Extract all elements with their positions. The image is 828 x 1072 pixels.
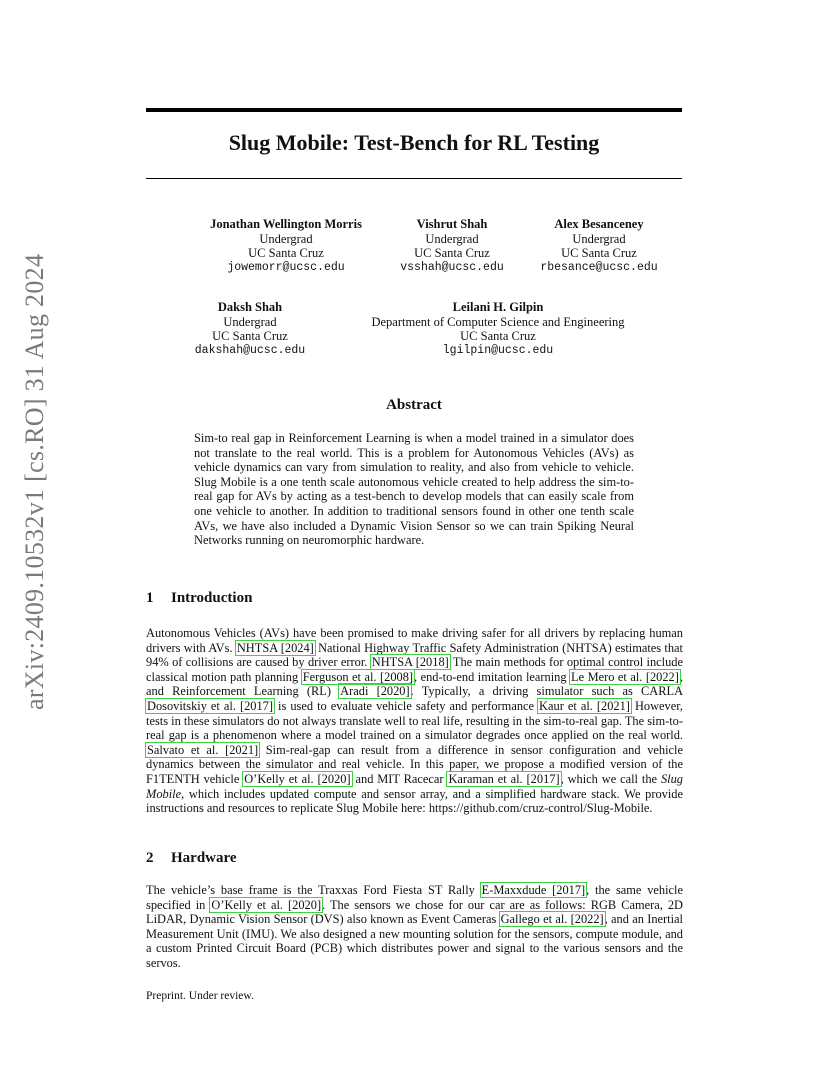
author-block: [350, 300, 646, 358]
author-name: Jonathan Wellington Morris: [210, 217, 362, 231]
author-block: [184, 300, 316, 358]
text-run: , which we call the: [560, 771, 661, 786]
author-email[interactable]: rbesance@ucsc.edu: [540, 260, 658, 274]
citation-link[interactable]: NHTSA [2018]: [371, 655, 449, 670]
citation-link[interactable]: Kaur et al. [2021]: [539, 698, 630, 713]
author-email[interactable]: jowemorr@ucsc.edu: [227, 260, 345, 274]
text-run: , which includes updated compute and sensor array, and a simplified hardware stack. We provide instructions and resources to replicate Slug Mobile here: https://github.com/cruz-control/Slug-Mobile.: [146, 786, 683, 816]
citation-link[interactable]: Karaman et al. [2017]: [448, 771, 560, 786]
text-run: , and an Inertial Measurement Unit (IMU). We also designed a new mounting solution for the sensors, compute module, and a custom Printed Circuit Board (PCB) which distributes power and signal to the various sensors and the servos.: [146, 912, 683, 970]
author-name: Vishrut Shah: [416, 217, 488, 231]
author-role: Department of Computer Science and Engineering: [371, 314, 625, 329]
text-run: , the same vehicle specified in: [146, 883, 683, 912]
citation-link[interactable]: O’Kelly et al. [2020]: [244, 771, 351, 786]
author-role: Undergrad: [223, 314, 277, 329]
section-number: 2: [146, 850, 154, 866]
text-run: , end-to-end imitation learning: [414, 669, 571, 684]
author-email[interactable]: lgilpin@ucsc.edu: [442, 343, 554, 357]
title-rule-top: [146, 108, 682, 112]
author-email[interactable]: dakshah@ucsc.edu: [194, 343, 306, 357]
title-rule-bottom: [146, 178, 682, 179]
author-affiliation: UC Santa Cruz: [460, 329, 536, 344]
text-run: National Highway Traffic Safety Administration (NHTSA) estimates that 94% of collisions are caused by driver error.: [146, 640, 683, 670]
citation-link[interactable]: Gallego et al. [2022]: [500, 912, 604, 927]
author-affiliation: UC Santa Cruz: [212, 329, 288, 344]
text-run: Autonomous Vehicles (AVs) have been promised to make driving safer for all drivers by replacing human drivers with AVs.: [146, 626, 683, 655]
introduction-paragraph: [146, 626, 683, 816]
text-run: and MIT Racecar: [351, 771, 448, 786]
author-name: Daksh Shah: [217, 300, 283, 314]
author-name: Alex Besanceney: [554, 217, 644, 231]
citation-link[interactable]: Salvato et al. [2021]: [147, 742, 259, 757]
author-affiliation: UC Santa Cruz: [248, 246, 324, 261]
citation-link[interactable]: O’Kelly et al. [2020]: [211, 897, 322, 912]
author-role: Undergrad: [259, 231, 313, 246]
abstract-heading: Abstract: [386, 397, 442, 413]
paper-title: Slug Mobile: Test-Bench for RL Testing: [228, 130, 600, 155]
citation-link[interactable]: Dosovitskiy et al. [2017]: [147, 698, 274, 713]
citation-link[interactable]: Ferguson et al. [2008]: [302, 669, 414, 684]
text-run: However, tests in these simulators do not always translate well to real life, resulting in the sim-to-real gap. The sim-to-real gap is a phenomenon where a model trained on a simulator degrades once applied on the real world.: [146, 698, 683, 743]
abstract-text: Sim-to real gap in Reinforcement Learning is when a model trained in a simulator does not translate to the real world. This is a problem for Autonomous Vehicles (AVs) as vehicle dynamics can vary from simulation to reality, and also from vehicle to vehicle. Slug Mobile is a one tenth scale autonomous vehicle created to help address the sim-to-real gap for AVs by acting as a test-bench to develop models that can easily scale from one vehicle to another. In addition to traditional sensors found in other one tenth scale AVs, we have also included a Dynamic Vision Sensor so we can train Spiking Neural Networks running on neuromorphic hardware.: [194, 431, 634, 548]
author-affiliation: UC Santa Cruz: [561, 246, 637, 261]
author-block: [196, 217, 376, 275]
citation-link[interactable]: E-Maxxdude [2017]: [481, 883, 586, 897]
author-block: [387, 217, 517, 275]
author-role: Undergrad: [572, 231, 626, 246]
author-block: [530, 217, 668, 275]
arxiv-identifier: arXiv:2409.10532v1 [cs.RO] 31 Aug 2024: [20, 253, 49, 710]
author-email[interactable]: vsshah@ucsc.edu: [400, 260, 504, 274]
section-number: 1: [146, 590, 154, 606]
text-run: The vehicle’s base frame is the Traxxas Ford Fiesta ST Rally: [146, 883, 481, 897]
citation-link[interactable]: NHTSA [2024]: [236, 640, 314, 655]
author-name: Leilani H. Gilpin: [452, 300, 544, 314]
section-title: Hardware: [171, 850, 237, 866]
text-run: . Typically, a driving simulator such as CARLA: [410, 684, 684, 699]
preprint-footer: Preprint. Under review.: [146, 990, 254, 1002]
author-affiliation: UC Santa Cruz: [414, 246, 490, 261]
citation-link[interactable]: Le Mero et al. [2022]: [571, 669, 679, 684]
section-heading-introduction: [146, 590, 252, 607]
hardware-paragraph: [146, 883, 683, 971]
emphasis-name: Slug Mobile: [146, 771, 683, 801]
text-run: is used to evaluate vehicle safety and performance: [274, 698, 539, 713]
text-run: , and Reinforcement Learning (RL): [146, 669, 683, 699]
author-role: Undergrad: [425, 231, 479, 246]
section-heading-hardware: [146, 850, 237, 867]
citation-link[interactable]: Aradi [2020]: [340, 684, 410, 699]
section-title: Introduction: [171, 590, 253, 606]
text-run: . The sensors we chose for our car are as follows: RGB Camera, 2D LiDAR, Dynamic Vision Sensor (DVS) also known as Event Cameras: [146, 897, 683, 927]
text-run: The main methods for optimal control include classical motion path planning: [146, 655, 683, 684]
text-run: Sim-real-gap can result from a difference in sensor configuration and vehicle dynamics between the simulator and real vehicle. In this paper, we propose a modified version of the F1TENTH vehicle: [146, 742, 683, 786]
